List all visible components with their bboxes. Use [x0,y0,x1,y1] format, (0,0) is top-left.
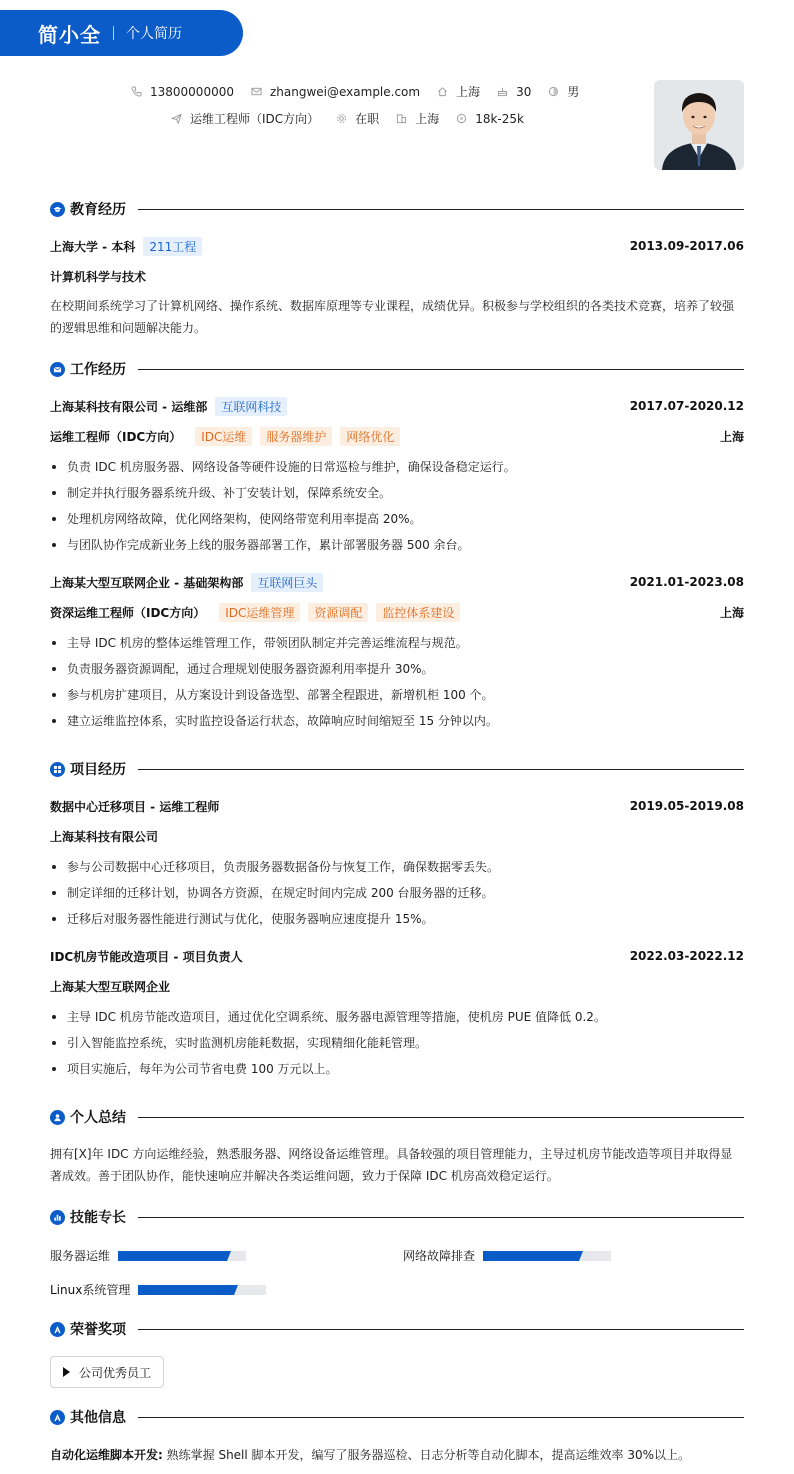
project-title: IDC机房节能改造项目 - 项目负责人 [50,949,243,964]
project-company: 上海某大型互联网企业 [50,979,171,994]
education-date: 2013.09-2017.06 [629,239,744,253]
job-title-item [171,110,319,127]
mail-icon [50,362,65,377]
other-title: 其他信息 [70,1410,126,1426]
skills-section-header [50,1208,744,1226]
job-role: 运维工程师（IDC方向） [50,429,182,444]
project-entry-header [50,797,744,815]
school-tag: 211工程 [143,237,202,256]
other-info-label: 自动化运维脚本开发: [50,1448,163,1462]
coin-icon [456,113,467,124]
age-text: 30 [516,84,532,99]
job-role: 资深运维工程师（IDC方向） [50,605,206,620]
section-divider [138,1329,744,1330]
section-divider [138,1417,744,1418]
section-divider [138,209,744,210]
target-city-text: 上海 [415,112,440,126]
list-item: 制定并执行服务器系统升级、补丁安装计划，保障系统安全。 [50,480,744,506]
work-city: 上海 [719,429,744,444]
skill-tag: 网络优化 [340,427,400,446]
skill-tag: 资源调配 [308,603,368,622]
skill-tag: 监控体系建设 [376,603,460,622]
project-bullet-list [50,1004,744,1082]
phone-number: 13800000000 [150,84,234,99]
section-divider [138,769,744,770]
list-item: 参与公司数据中心迁移项目，负责服务器数据备份与恢复工作，确保数据零丢失。 [50,854,744,880]
industry-tag: 互联网科技 [215,397,287,416]
gender-text: 男 [567,85,580,99]
summary-text: 拥有[X]年 IDC 方向运维经验，熟悉服务器、网络设备运维管理。具备较强的项目管理能力，主导过机房节能改造等项目并取得显著成效。善于团队协作，能快速响应并解决各类运维问题，致力于保障 IDC 机房高效稳定运行。 [50,1147,733,1183]
list-item: 建立运维监控体系，实时监控设备运行状态，故障响应时间缩短至 15 分钟以内。 [50,708,744,734]
section-divider [138,369,744,370]
other-info-text: 熟练掌握 Shell 脚本开发，编写了服务器巡检、日志分析等自动化脚本，提高运维效率 30%以上。 [166,1448,691,1462]
list-item: 迁移后对服务器性能进行测试与优化，使服务器响应速度提升 15%。 [50,906,744,932]
email-address: zhangwei@example.com [269,84,421,99]
gender-icon [548,86,559,97]
project-company-row [50,977,744,995]
education-section-header [50,200,744,218]
building-icon [396,113,407,124]
summary-title: 个人总结 [70,1110,126,1126]
list-item: 处理机房网络故障，优化网络架构，使网络带宽利用率提高 20%。 [50,506,744,532]
project-company: 上海某科技有限公司 [50,829,159,844]
play-icon [63,1367,70,1377]
section-divider [138,1217,744,1218]
email-item [251,85,420,99]
status-text: 在职 [355,112,380,126]
awards-title: 荣誉奖项 [70,1322,126,1338]
home-icon [437,86,448,97]
skill-tag: IDC运维管理 [219,603,300,622]
work-role-row [50,427,744,445]
work-date: 2021.01-2023.08 [629,575,744,589]
skill-level-bar [138,1285,266,1295]
info-icon [50,1410,65,1425]
candidate-name: 简小全 [38,22,101,47]
profile-photo [654,80,744,170]
projects-title: 项目经历 [70,762,126,778]
award-icon [50,1322,65,1337]
salary-item [456,112,524,126]
salary-text: 18k-25k [475,111,524,126]
gender-item [548,83,579,100]
target-city-item [396,110,439,127]
skills-title: 技能专长 [70,1210,126,1226]
skill-level-fill [483,1251,579,1261]
send-icon [171,113,182,124]
skill-level-fill [138,1285,234,1295]
project-title: 数据中心迁移项目 - 运维工程师 [50,799,220,814]
award-name: 公司优秀员工 [79,1365,152,1380]
company-name: 上海某大型互联网企业 - 基础架构部 [50,575,244,590]
phone-item [131,85,234,99]
summary-section-header [50,1108,744,1126]
company-name: 上海某科技有限公司 - 运维部 [50,399,208,414]
work-date: 2017.07-2020.12 [629,399,744,413]
work-title: 工作经历 [70,362,126,378]
major-name: 计算机科学与技术 [50,269,147,284]
list-item: 负责服务器资源调配，通过合理规划使服务器资源利用率提升 30%。 [50,656,744,682]
list-item: 项目实施后，每年为公司节省电费 100 万元以上。 [50,1056,744,1082]
mail-icon [251,86,262,97]
bar-chart-icon [50,1210,65,1225]
other-section-header [50,1408,744,1426]
work-entry-header [50,397,744,415]
cake-icon [497,86,508,97]
work-bullet-list [50,630,744,734]
section-divider [138,1117,744,1118]
skill-level-bar [483,1251,611,1261]
banner-divider [113,26,114,40]
skill-level-fill [118,1251,227,1261]
list-item: 制定详细的迁移计划，协调各方资源，在规定时间内完成 200 台服务器的迁移。 [50,880,744,906]
skill-tag: 服务器维护 [260,427,332,446]
project-date: 2022.03-2022.12 [629,949,744,963]
awards-section-header [50,1320,744,1338]
status-item [336,110,379,127]
skill-tag: IDC运维 [195,427,252,446]
skill-level-bar [118,1251,246,1261]
education-major-row [50,267,744,285]
skill-name: 服务器运维 [50,1249,111,1263]
list-item: 负责 IDC 机房服务器、网络设备等硬件设施的日常巡检与维护，确保设备稳定运行。 [50,454,744,480]
project-company-row [50,827,744,845]
grid-icon [50,762,65,777]
projects-section-header [50,760,744,778]
work-section-header [50,360,744,378]
list-item: 引入智能监控系统，实时监测机房能耗数据，实现精细化能耗管理。 [50,1030,744,1056]
project-date: 2019.05-2019.08 [629,799,744,813]
industry-tag: 互联网巨头 [251,573,323,592]
location-item [437,83,480,100]
other-info-line [50,1444,744,1466]
list-item: 主导 IDC 机房的整体运维管理工作，带领团队制定并完善运维流程与规范。 [50,630,744,656]
skill-item [403,1247,611,1264]
education-entry-header [50,237,744,255]
project-bullet-list [50,854,744,932]
skill-name: 网络故障排查 [403,1249,476,1263]
project-entry-header [50,947,744,965]
award-badge [50,1356,164,1388]
contact-row-2 [171,110,541,127]
phone-icon [131,86,142,97]
job-title-text: 运维工程师（IDC方向） [190,112,320,126]
skill-item [50,1281,266,1298]
education-title: 教育经历 [70,202,126,218]
work-role-row [50,603,744,621]
contact-row-1 [131,83,596,100]
list-item: 主导 IDC 机房节能改造项目，通过优化空调系统、服务器电源管理等措施，使机房 PUE 值降低 0.2。 [50,1004,744,1030]
location-text: 上海 [456,85,481,99]
gear-icon [336,113,347,124]
list-item: 参与机房扩建项目，从方案设计到设备选型、部署全程跟进，新增机柜 100 个。 [50,682,744,708]
skill-item [50,1247,246,1264]
name-banner [0,10,243,56]
work-entry-header [50,573,744,591]
education-description: 在校期间系统学习了计算机网络、操作系统、数据库原理等专业课程，成绩优异。积极参与学校组织的各类技术竞赛，培养了较强的逻辑思维和问题解决能力。 [50,299,735,335]
work-city: 上海 [719,605,744,620]
skill-name: Linux系统管理 [50,1283,131,1297]
list-item: 与团队协作完成新业务上线的服务器部署工作，累计部署服务器 500 余台。 [50,532,744,558]
work-bullet-list [50,454,744,558]
user-icon [50,1110,65,1125]
graduation-cap-icon [50,202,65,217]
age-item [497,85,531,99]
school-name: 上海大学 - 本科 [50,239,136,254]
resume-subtitle: 个人简历 [126,26,182,42]
